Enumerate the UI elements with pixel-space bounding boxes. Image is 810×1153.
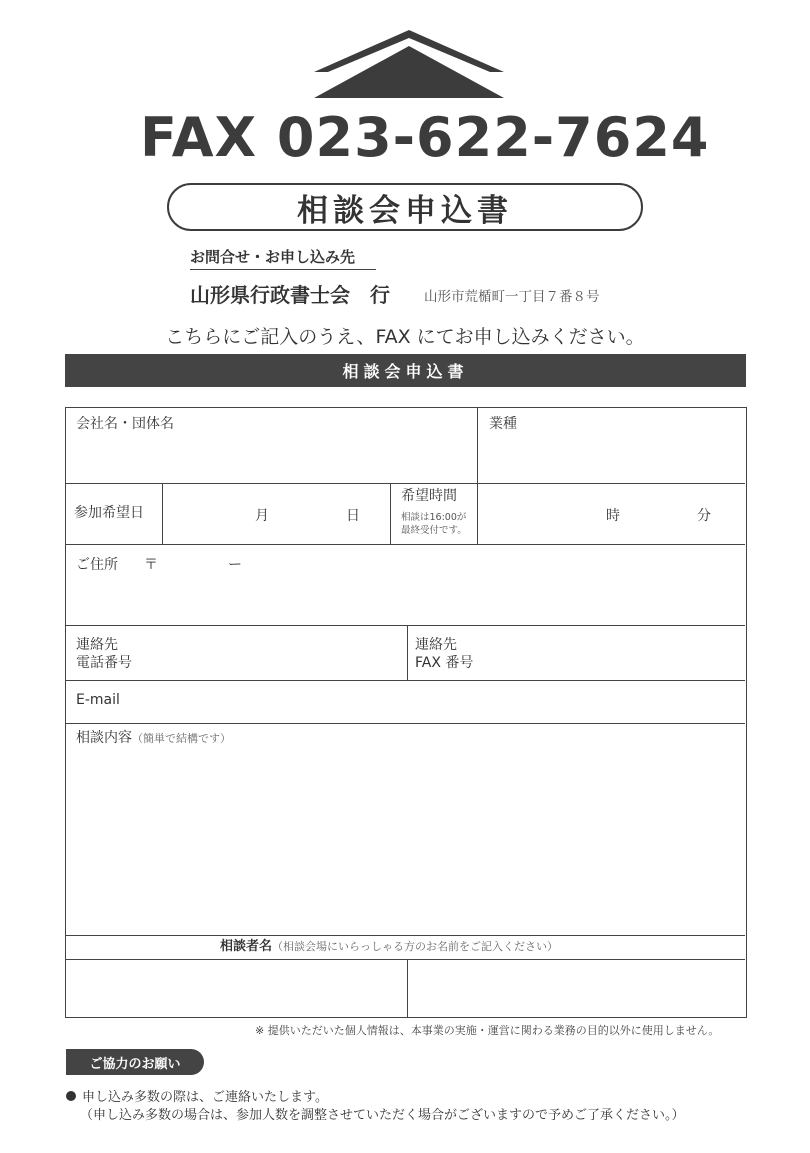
company-name-field[interactable] [68, 438, 474, 480]
consultant-name-field-1[interactable] [68, 962, 404, 1015]
contact-caption: お問合せ・お申し込み先 [190, 246, 376, 270]
postal-mark: 〒 [144, 557, 158, 573]
time-note: 相談は16:00が 最終受付です。 [401, 512, 467, 536]
col-divider [407, 959, 408, 1017]
col-divider [477, 483, 478, 544]
day-label: 日 [346, 508, 360, 524]
form-title: 相談会申込書 [167, 183, 643, 231]
preferred-time-label: 希望時間 [401, 488, 457, 504]
row-divider [66, 723, 745, 724]
preferred-date-label: 参加希望日 [74, 505, 144, 521]
minute-label: 分 [697, 508, 711, 524]
instruction-text: こちらにご記入のうえ、FAX にてお申し込みください。 [165, 326, 645, 348]
request-badge: ご協力のお願い [66, 1049, 204, 1075]
email-field[interactable] [136, 683, 742, 721]
bullet-text: 申し込み多数の際は、ご連絡いたします。 [82, 1090, 328, 1105]
roof-logo-icon [314, 30, 504, 98]
consultant-name-note: （相談会場にいらっしゃる方のお名前をご記入ください） [272, 940, 559, 953]
bullet-dot-icon [66, 1091, 76, 1101]
row-divider [66, 544, 745, 545]
industry-label: 業種 [489, 416, 517, 432]
fax-label: 連絡先 FAX 番号 [415, 637, 474, 671]
consultant-name-label: 相談者名 [220, 939, 273, 954]
month-label: 月 [255, 508, 269, 524]
col-divider [162, 483, 163, 544]
bullet-item [66, 1086, 328, 1105]
section-title-bar: 相談会申込書 [65, 354, 746, 387]
col-divider [407, 625, 408, 680]
address-field[interactable] [68, 578, 742, 622]
privacy-note: ※ 提供いただいた個人情報は、本事業の実施・運営に関わる業務の目的以外に使用しません。 [255, 1024, 720, 1037]
fax-field[interactable] [486, 628, 742, 678]
consultation-content-label: 相談内容 [76, 730, 132, 746]
application-form [65, 407, 747, 1018]
consultant-name-field-2[interactable] [410, 962, 742, 1015]
row-divider [66, 483, 745, 484]
phone-label: 連絡先 電話番号 [76, 637, 132, 671]
consultation-content-note: （簡単で結構です） [132, 732, 231, 745]
phone-field[interactable] [146, 628, 404, 678]
bullet-note: （申し込み多数の場合は、参加人数を調整させていただく場合がございますので予めご了承ください。） [80, 1108, 685, 1123]
row-divider [66, 959, 745, 960]
row-divider [66, 625, 745, 626]
email-label: E-mail [76, 692, 120, 708]
organization-name: 山形県行政書士会 行 [190, 283, 390, 307]
postal-dash: ー [228, 557, 242, 573]
company-name-label: 会社名・団体名 [76, 416, 174, 432]
row-divider [66, 680, 745, 681]
fax-number-heading: FAX 023-622-7624 [140, 106, 710, 169]
col-divider [477, 408, 478, 483]
consultation-content-field[interactable] [68, 750, 742, 932]
industry-field[interactable] [480, 438, 742, 480]
organization-address: 山形市荒楯町一丁目７番８号 [424, 289, 600, 305]
hour-label: 時 [606, 508, 620, 524]
row-divider [66, 935, 745, 936]
address-label: ご住所 [76, 557, 118, 573]
col-divider [390, 483, 391, 544]
